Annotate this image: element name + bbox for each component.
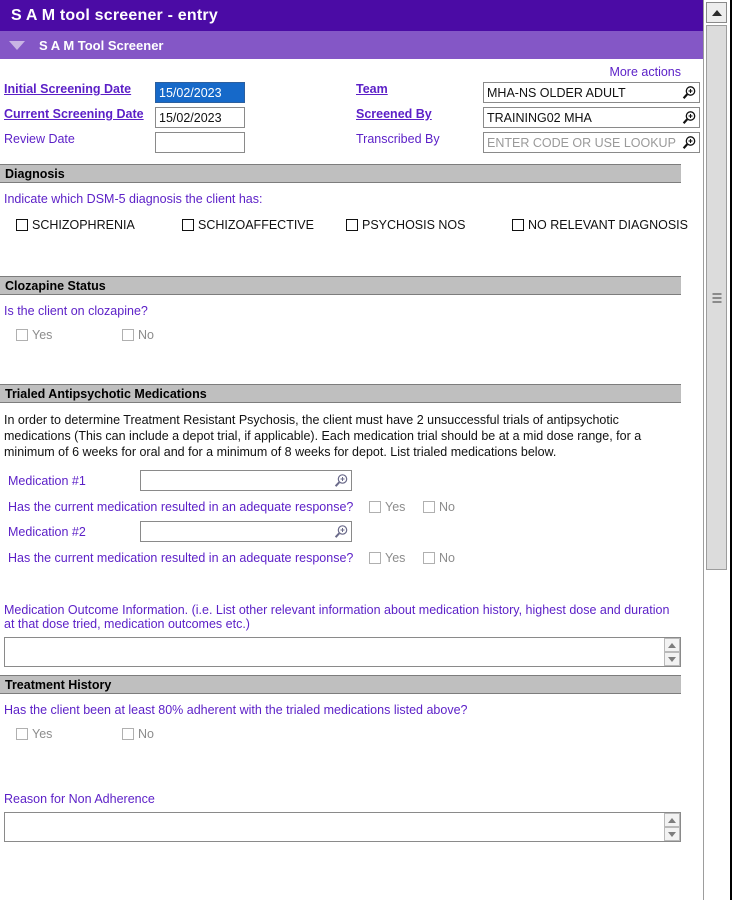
trialed-medications-section-heading: Trialed Antipsychotic Medications (0, 384, 681, 403)
medication-outcome-spinner (664, 638, 680, 666)
initial-screening-date-field-wrap (155, 82, 245, 103)
checkbox-clozapine-no[interactable] (122, 328, 154, 342)
checkbox-box-icon[interactable] (16, 219, 28, 231)
reason-non-adherence-spinner (664, 813, 680, 841)
diagnosis-prompt: Indicate which DSM-5 diagnosis the client has: (4, 192, 263, 206)
medication-1-input[interactable] (140, 470, 352, 491)
medication-2-label: Medication #2 (8, 525, 86, 539)
checkbox-medication-2-response-no[interactable] (423, 551, 455, 565)
checkbox-box-icon[interactable] (16, 728, 28, 740)
team-label-wrap (356, 82, 482, 96)
chevron-up-icon (668, 643, 676, 648)
initial-screening-date-label-wrap (4, 82, 152, 96)
clozapine-status-section-heading: Clozapine Status (0, 276, 681, 295)
scroll-up-button[interactable] (664, 813, 680, 827)
adherence-yesno-row (4, 727, 681, 747)
medication-1-response-row (4, 496, 681, 521)
initial-screening-date-input[interactable] (155, 82, 245, 103)
lookup-magnifier-icon[interactable] (681, 85, 697, 101)
review-date-label: Review Date (4, 132, 75, 146)
screened-by-label-wrap (356, 107, 482, 121)
diagnosis-section-heading: Diagnosis (0, 164, 681, 183)
transcribed-by-label-wrap (356, 132, 482, 146)
current-screening-date-input[interactable] (155, 107, 245, 128)
screened-by-label[interactable]: Screened By (356, 107, 432, 121)
checkbox-label: No (439, 551, 455, 565)
checkbox-box-icon[interactable] (346, 219, 358, 231)
team-input[interactable] (483, 82, 700, 103)
medication-1-response-question: Has the current medication resulted in an adequate response? (8, 500, 354, 514)
scrollbar-thumb[interactable] (706, 25, 727, 570)
diagnosis-section (0, 192, 703, 276)
reason-for-non-adherence-textarea[interactable] (5, 813, 664, 841)
adherence-question: Has the client been at least 80% adherent with the trialed medications listed above? (4, 703, 468, 717)
checkbox-label: Yes (32, 727, 53, 741)
medications-instructions: In order to determine Treatment Resistant Psychosis, the client must have 2 unsuccessful trials of antipsychotic medications (This can include a depot trial, if applicable). Each medication trial should be at a mid dose range, for a minimum of 6 weeks for oral and for a minimum of 8 weeks for depot. List trialed medications below. (4, 413, 642, 459)
checkbox-schizoaffective[interactable] (182, 218, 314, 232)
medication-2-response-question: Has the current medication resulted in an adequate response? (8, 551, 354, 565)
scroll-thumb-grip-icon (712, 291, 721, 305)
window-title-bar (0, 0, 703, 31)
section-header-label: S A M Tool Screener (39, 37, 164, 53)
checkbox-clozapine-yes[interactable] (16, 328, 52, 342)
chevron-down-icon (668, 657, 676, 662)
medication-outcome-textarea-wrap (4, 637, 681, 667)
page-title: S A M tool screener - entry (11, 6, 218, 24)
clozapine-prompt: Is the client on clozapine? (4, 304, 148, 318)
checkbox-label: No (138, 727, 154, 741)
chevron-down-icon (668, 832, 676, 837)
team-field-wrap (483, 82, 700, 103)
checkbox-label: No (439, 500, 455, 514)
top-form (0, 82, 703, 164)
current-screening-date-label[interactable]: Current Screening Date (4, 107, 144, 121)
checkbox-medication-1-response-no[interactable] (423, 500, 455, 514)
lookup-magnifier-icon[interactable] (681, 135, 697, 151)
form-content-area (0, 59, 703, 900)
scrollbar-up-button[interactable] (706, 2, 727, 23)
checkbox-box-icon[interactable] (16, 329, 28, 341)
checkbox-medication-2-response-yes[interactable] (369, 551, 405, 565)
medication-1-label: Medication #1 (8, 474, 86, 488)
reason-for-non-adherence-textarea-wrap (4, 812, 681, 842)
checkbox-no-relevant-diagnosis[interactable] (512, 218, 688, 232)
checkbox-box-icon[interactable] (369, 552, 381, 564)
reason-for-non-adherence-label: Reason for Non Adherence (4, 792, 155, 806)
checkbox-psychosis-nos[interactable] (346, 218, 466, 232)
checkbox-box-icon[interactable] (423, 501, 435, 513)
lookup-magnifier-icon[interactable] (333, 524, 349, 540)
current-screening-date-label-wrap (4, 107, 152, 121)
more-actions-link[interactable]: More actions (609, 65, 681, 79)
clozapine-status-section (0, 304, 703, 384)
trialed-medications-section (0, 412, 703, 631)
checkbox-box-icon[interactable] (369, 501, 381, 513)
checkbox-box-icon[interactable] (182, 219, 194, 231)
transcribed-by-input[interactable] (483, 132, 700, 153)
more-actions-row (0, 59, 703, 79)
checkbox-box-icon[interactable] (423, 552, 435, 564)
vertical-scrollbar[interactable] (703, 0, 728, 900)
treatment-history-section-heading: Treatment History (0, 675, 681, 694)
review-date-input[interactable] (155, 132, 245, 153)
treatment-history-section (0, 703, 703, 806)
screened-by-field-wrap (483, 107, 700, 128)
transcribed-by-label: Transcribed By (356, 132, 440, 146)
checkbox-box-icon[interactable] (512, 219, 524, 231)
checkbox-label: Yes (32, 328, 53, 342)
checkbox-schizophrenia[interactable] (16, 218, 135, 232)
medication-2-response-row (4, 547, 681, 572)
checkbox-box-icon[interactable] (122, 329, 134, 341)
chevron-up-icon (668, 818, 676, 823)
checkbox-label: PSYCHOSIS NOS (362, 218, 466, 232)
medication-outcome-textarea[interactable] (5, 638, 664, 666)
medication-outcome-label: Medication Outcome Information. (i.e. List other relevant information about medication history, highest dose and duration at that dose tried, medication outcomes etc.) (4, 603, 670, 631)
screened-by-input[interactable] (483, 107, 700, 128)
clozapine-yesno-row (4, 328, 681, 348)
checkbox-box-icon[interactable] (122, 728, 134, 740)
scroll-up-button[interactable] (664, 638, 680, 652)
checkbox-adherence-no[interactable] (122, 727, 154, 741)
diagnosis-options-row (4, 218, 688, 240)
team-label[interactable]: Team (356, 82, 388, 96)
checkbox-adherence-yes[interactable] (16, 727, 52, 741)
section-header-sam-tool-screener[interactable] (0, 31, 703, 59)
scroll-down-button[interactable] (664, 827, 680, 841)
checkbox-label: SCHIZOPHRENIA (32, 218, 135, 232)
initial-screening-date-label[interactable]: Initial Screening Date (4, 82, 132, 96)
checkbox-label: No (138, 328, 154, 342)
chevron-down-icon[interactable] (9, 41, 25, 50)
transcribed-by-field-wrap (483, 132, 700, 153)
lookup-magnifier-icon[interactable] (333, 473, 349, 489)
medication-2-row (4, 521, 681, 547)
review-date-label-wrap (4, 132, 152, 146)
scroll-down-button[interactable] (664, 652, 680, 666)
checkbox-medication-1-response-yes[interactable] (369, 500, 405, 514)
checkbox-label: Yes (385, 500, 406, 514)
checkbox-label: SCHIZOAFFECTIVE (198, 218, 314, 232)
medication-2-input[interactable] (140, 521, 352, 542)
checkbox-label: Yes (385, 551, 406, 565)
review-date-field-wrap (155, 132, 245, 153)
current-screening-date-field-wrap (155, 107, 245, 128)
lookup-magnifier-icon[interactable] (681, 110, 697, 126)
medication-1-row (4, 470, 681, 496)
checkbox-label: NO RELEVANT DIAGNOSIS (528, 218, 688, 232)
scroll-up-arrow-icon (712, 10, 722, 16)
